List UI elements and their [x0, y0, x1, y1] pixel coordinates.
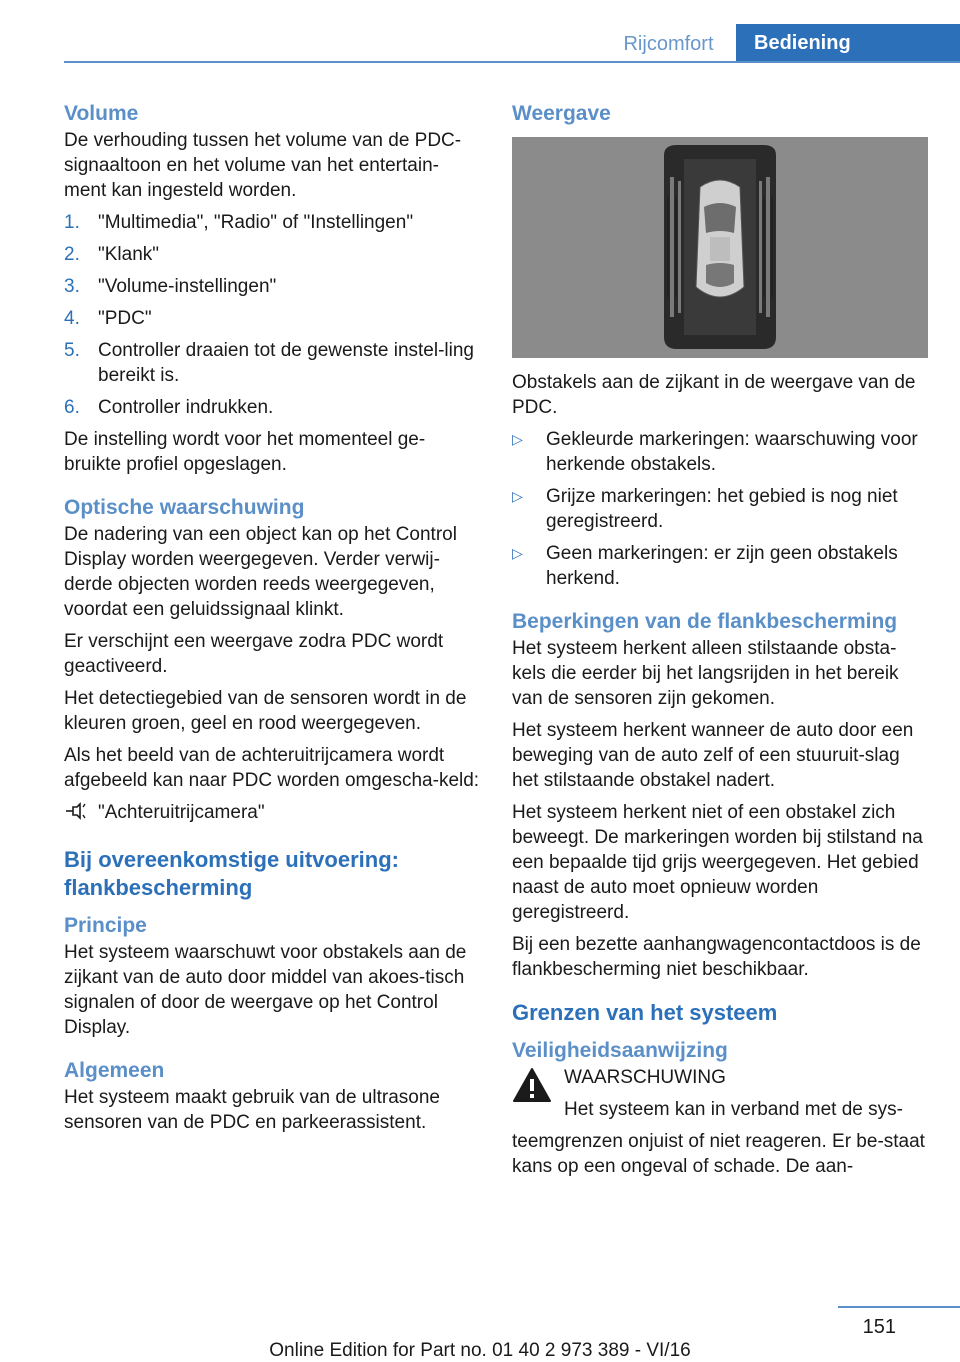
principle-heading: Principe: [64, 914, 147, 937]
optical-heading: Optische waarschuwing: [64, 496, 305, 519]
camera-icon: [64, 800, 98, 829]
marker-list: [512, 427, 928, 591]
step-text: "Klank": [98, 244, 160, 265]
step-number: 3.: [64, 276, 80, 297]
step-text: Controller draaien tot de gewenste instel-ling bereikt is.: [98, 340, 474, 386]
list-item: [64, 306, 480, 331]
camera-menu-label: "Achteruitrijcamera": [98, 802, 265, 823]
system-limits-heading: Grenzen van het systeem: [512, 1000, 778, 1025]
list-item: [64, 210, 480, 235]
bullet-text: Grijze markeringen: het gebied is nog niet geregistreerd.: [546, 486, 898, 532]
camera-menu-row: [64, 800, 480, 829]
header-chapter: Bediening: [736, 24, 960, 61]
list-item: [64, 338, 480, 388]
step-text: "PDC": [98, 308, 152, 329]
limits-text-3: Het systeem herkent niet of een obstakel zich beweegt. De markeringen worden bij stilstand na een bepaalde tijd grijs weergegeven. Het gebied naast de auto moet opnieuw worden geregistreerd.: [512, 802, 923, 923]
limits-text-4: Bij een bezette aanhangwagencontactdoos is de flankbescherming niet beschikbaar.: [512, 934, 921, 980]
edition-footer: Online Edition for Part no. 01 40 2 973 389 - VI/16: [269, 1340, 691, 1361]
general-heading: Algemeen: [64, 1059, 165, 1082]
flank-heading: Bij overeenkomstige uitvoering: flankbescherming: [64, 847, 399, 900]
triangle-bullet-icon: ▷: [512, 431, 523, 447]
limits-text-1: Het systeem herkent alleen stilstaande obsta-kels die eerder bij het langsrijden in het bereik van de sensoren zijn gekomen.: [512, 638, 899, 709]
saved-text: De instelling wordt voor het momenteel ge-bruikte profiel opgeslagen.: [64, 429, 426, 475]
step-number: 4.: [64, 308, 80, 329]
step-number: 1.: [64, 212, 80, 233]
safety-heading: Veiligheidsaanwijzing: [512, 1039, 728, 1062]
optical-text-3: Het detectiegebied van de sensoren wordt in de kleuren groen, geel en rood weergegeven.: [64, 688, 467, 734]
bullet-text: Geen markeringen: er zijn geen obstakels herkend.: [546, 543, 898, 589]
warning-icon: [512, 1067, 552, 1103]
warning-text-1: Het systeem kan in verband met de sys-: [564, 1099, 903, 1120]
warning-block: [512, 1065, 928, 1129]
page-number: 151: [862, 1316, 896, 1338]
optical-text-2: Er verschijnt een weergave zodra PDC wordt geactiveerd.: [64, 631, 444, 677]
footer-rule: [838, 1306, 960, 1308]
principle-text: Het systeem waarschuwt voor obstakels aan de zijkant van de auto door middel van akoes-tisch signalen of door de weergave op het Control Display.: [64, 942, 467, 1038]
volume-heading: Volume: [64, 102, 139, 125]
image-caption: Obstakels aan de zijkant in de weergave van de PDC.: [512, 372, 916, 418]
list-item: [64, 395, 480, 420]
volume-steps: [64, 210, 480, 420]
warning-text-block: [564, 1065, 903, 1129]
header-rule: [64, 61, 960, 63]
limits-heading: Beperkingen van de flankbescherming: [512, 610, 898, 633]
volume-text: De verhouding tussen het volume van de PDC-signaaltoon en het volume van het entertain-ment kan ingesteld worden.: [64, 130, 462, 201]
step-text: "Volume-instellingen": [98, 276, 277, 297]
right-column: [512, 100, 928, 1179]
step-number: 2.: [64, 244, 80, 265]
optical-text-4: Als het beeld van de achteruitrijcamera wordt afgebeeld kan naar PDC worden omgescha-keld:: [64, 745, 480, 791]
triangle-bullet-icon: ▷: [512, 488, 523, 504]
triangle-bullet-icon: ▷: [512, 545, 523, 561]
warning-label: WAARSCHUWING: [564, 1067, 726, 1088]
pdc-display-image: [512, 137, 928, 358]
list-item: [64, 274, 480, 299]
header-section: Rijcomfort: [623, 33, 714, 55]
list-item: [512, 541, 928, 591]
general-text: Het systeem maakt gebruik van de ultrasone sensoren van de PDC en parkeerassistent.: [64, 1087, 440, 1133]
step-number: 6.: [64, 397, 80, 418]
step-text: Controller indrukken.: [98, 397, 274, 418]
optical-text-1: De nadering van een object kan op het Control Display worden weergegeven. Verder verwij-derde objecten worden reeds weergegeven, voordat een geluidssignaal klinkt.: [64, 524, 457, 620]
step-number: 5.: [64, 340, 80, 361]
list-item: [512, 427, 928, 477]
list-item: [64, 242, 480, 267]
limits-text-2: Het systeem herkent wanneer de auto door een beweging van de auto zelf of een stuuruit-slag het stilstaande obstakel nadert.: [512, 720, 914, 791]
display-heading: Weergave: [512, 102, 611, 125]
left-column: [64, 100, 480, 1142]
bullet-text: Gekleurde markeringen: waarschuwing voor herkende obstakels.: [546, 429, 918, 475]
warning-text-2: teemgrenzen onjuist of niet reageren. Er be-staat kans op een ongeval of schade. De aan-: [512, 1131, 925, 1177]
step-text: "Multimedia", "Radio" of "Instellingen": [98, 212, 414, 233]
list-item: [512, 484, 928, 534]
